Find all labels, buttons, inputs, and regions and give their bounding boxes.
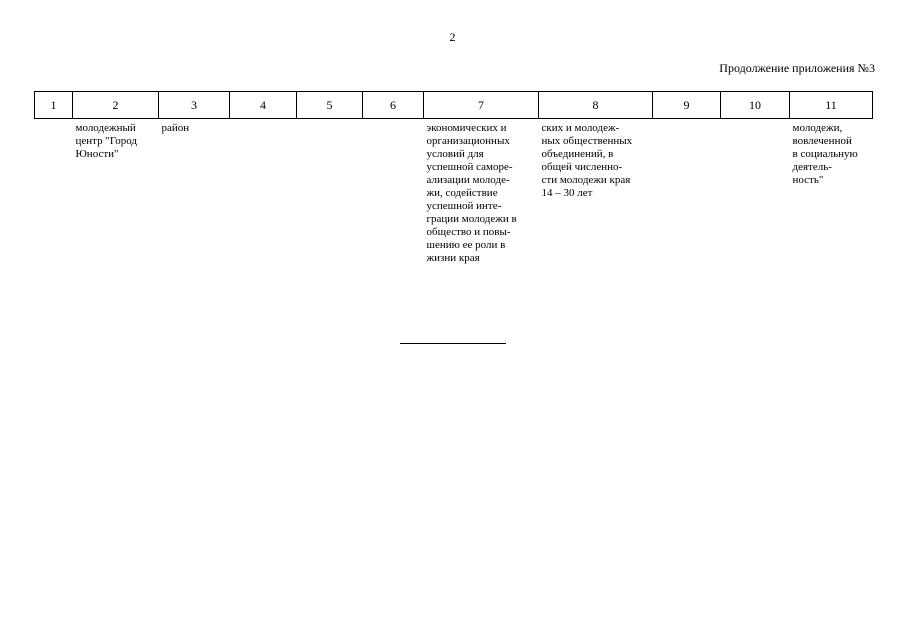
cell-col6 [363, 119, 424, 266]
column-header-9: 9 [653, 92, 721, 119]
column-number-header-row [35, 92, 873, 119]
cell-col2-institution: молодежный центр "Город Юности" [75, 122, 138, 160]
column-header-8: 8 [539, 92, 653, 119]
column-header-7: 7 [424, 92, 539, 119]
cell-col11-result: молодежи, вовлеченной в социальную деятель- ность" [792, 122, 858, 186]
cell-col5 [297, 119, 363, 266]
column-header-4: 4 [230, 92, 297, 119]
cell-col3-district: район [161, 122, 190, 134]
appendix-continuation-note: Продолжение приложения №3 [719, 61, 875, 75]
column-header-10: 10 [721, 92, 790, 119]
column-header-6: 6 [363, 92, 424, 119]
page-number: 2 [449, 30, 456, 44]
cell-col7-goal: экономических и организационных условий для успешной саморе- ализации молоде- жи, содействие успешной инте- грации молодежи в общество и повы- шению ее роли в жизни края [426, 122, 517, 264]
cell-col8-indicator: ских и молодеж- ных общественных объединений, в общей численно- сти молодежи края 14 – 30 лет [541, 122, 633, 199]
column-header-3: 3 [159, 92, 230, 119]
column-header-2: 2 [73, 92, 159, 119]
column-header-11: 11 [790, 92, 873, 119]
cell-col4 [230, 119, 297, 266]
column-header-1: 1 [35, 92, 73, 119]
cell-col10 [721, 119, 790, 266]
table-row [35, 119, 873, 266]
column-header-5: 5 [297, 92, 363, 119]
cell-col9 [653, 119, 721, 266]
appendix-table [34, 91, 873, 265]
cell-col1 [35, 119, 73, 266]
end-of-document-rule [400, 343, 506, 344]
